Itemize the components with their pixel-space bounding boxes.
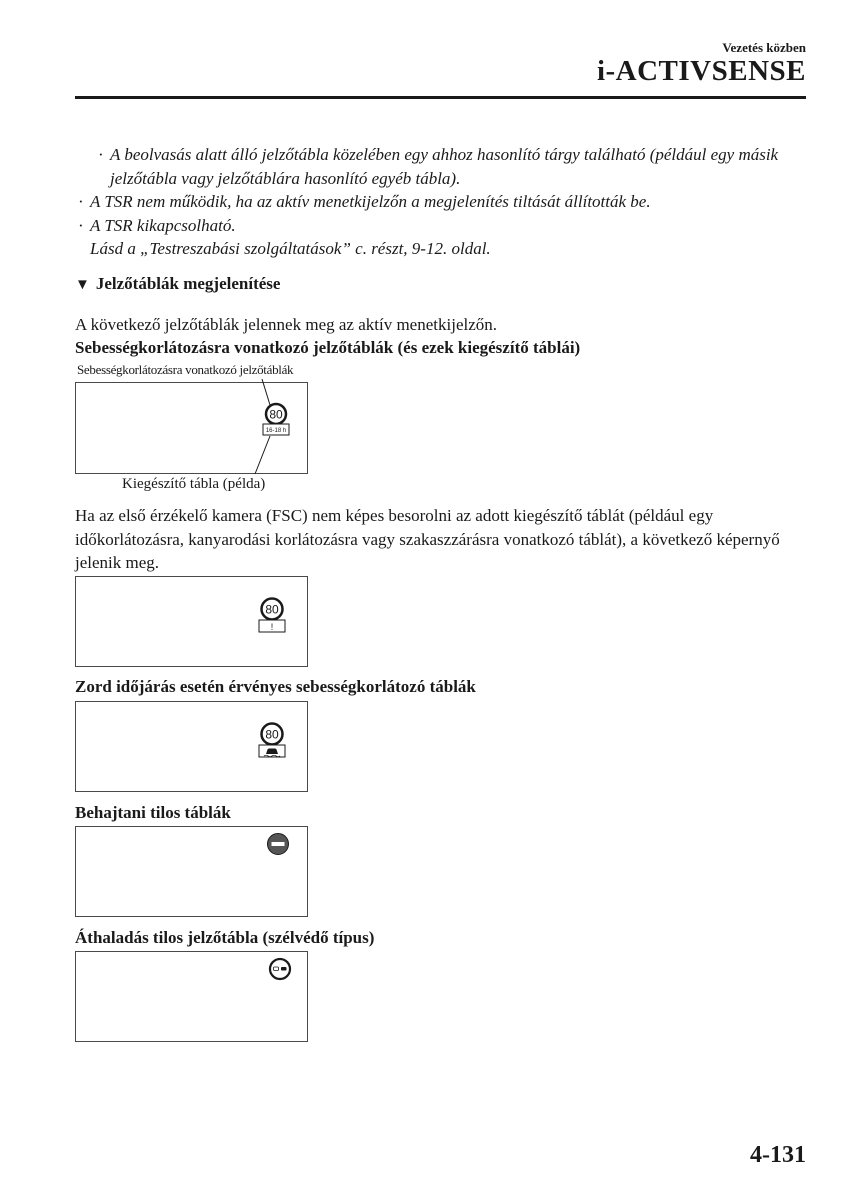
speed-sign-graphic (0, 0, 847, 520)
bullet-dot: · (98, 145, 104, 164)
fsc-paragraph: Ha az első érzékelő kamera (FSC) nem képes besorolni az adott kiegészítő táblát (például egy időkorlátozásra, kanyarodási korlátozásra vagy szakaszzárásra vonatkozó táblát), a következő képernyő jelenik meg. (75, 506, 780, 572)
intro-text: A következő jelzőtáblák jelennek meg az aktív menetkijelzőn. (75, 315, 498, 334)
section-heading-text: Jelzőtáblák megjelenítése (95, 274, 281, 293)
note-reference: Lásd a „Testreszabási szolgáltatások” c. részt, 9-12. oldal. (90, 239, 491, 258)
bullet-dot: · (78, 215, 84, 235)
no-overtaking-sign-graphic (268, 957, 292, 981)
no-overtaking-sign-icon (270, 959, 290, 979)
weather-signs-subheading: Zord időjárás esetén érvényes sebességkorlátozó táblák (75, 677, 476, 696)
figure-caption: Kiegészítő tábla (példa) (122, 476, 266, 492)
no-entry-bar (272, 842, 285, 846)
page-number: 4-131 (750, 1142, 806, 1168)
note-text: A TSR nem működik, ha az aktív menetkijelzőn a megjelenítés tiltását állították be. (90, 192, 651, 211)
figure-caption-leader (255, 436, 270, 474)
supplementary-text: 16-18 h (265, 428, 287, 434)
skidding-car-icon (266, 749, 278, 755)
weather-sign-graphic (255, 720, 295, 762)
supplementary-text: ! (270, 622, 274, 632)
no-entry-sign-graphic (266, 832, 290, 856)
speed-value: 80 (265, 727, 279, 742)
bullet-dot: · (78, 192, 84, 211)
figure-label: Sebességkorlátozásra vonatkozó jelzőtáblák (77, 362, 294, 377)
fsc-sign-graphic (255, 595, 295, 637)
speed-value: 80 (269, 407, 283, 422)
no-entry-subheading: Behajtani tilos táblák (75, 803, 231, 822)
speed-value: 80 (265, 602, 279, 617)
car-outline-icon (274, 967, 279, 971)
figure-label-leader (262, 379, 270, 405)
no-overtaking-subheading: Áthaladás tilos jelzőtábla (szélvédő típus) (75, 928, 375, 947)
car-filled-icon (281, 967, 287, 971)
triangle-marker-icon: ▼ (75, 277, 90, 293)
note-text: A beolvasás alatt álló jelzőtábla közelében egy ahhoz hasonlító tárgy található (például egy másik jelzőtábla vagy jelzőtáblára hasonlító egyéb tábla). (110, 145, 779, 188)
note-text: A TSR kikapcsolható. (90, 215, 236, 235)
section-label: Vezetés közben (722, 40, 806, 55)
speed-signs-subheading: Sebességkorlátozásra vonatkozó jelzőtáblák (és ezek kiegészítő táblái) (75, 338, 581, 357)
chapter-title: i-ACTIVSENSE (596, 55, 806, 87)
